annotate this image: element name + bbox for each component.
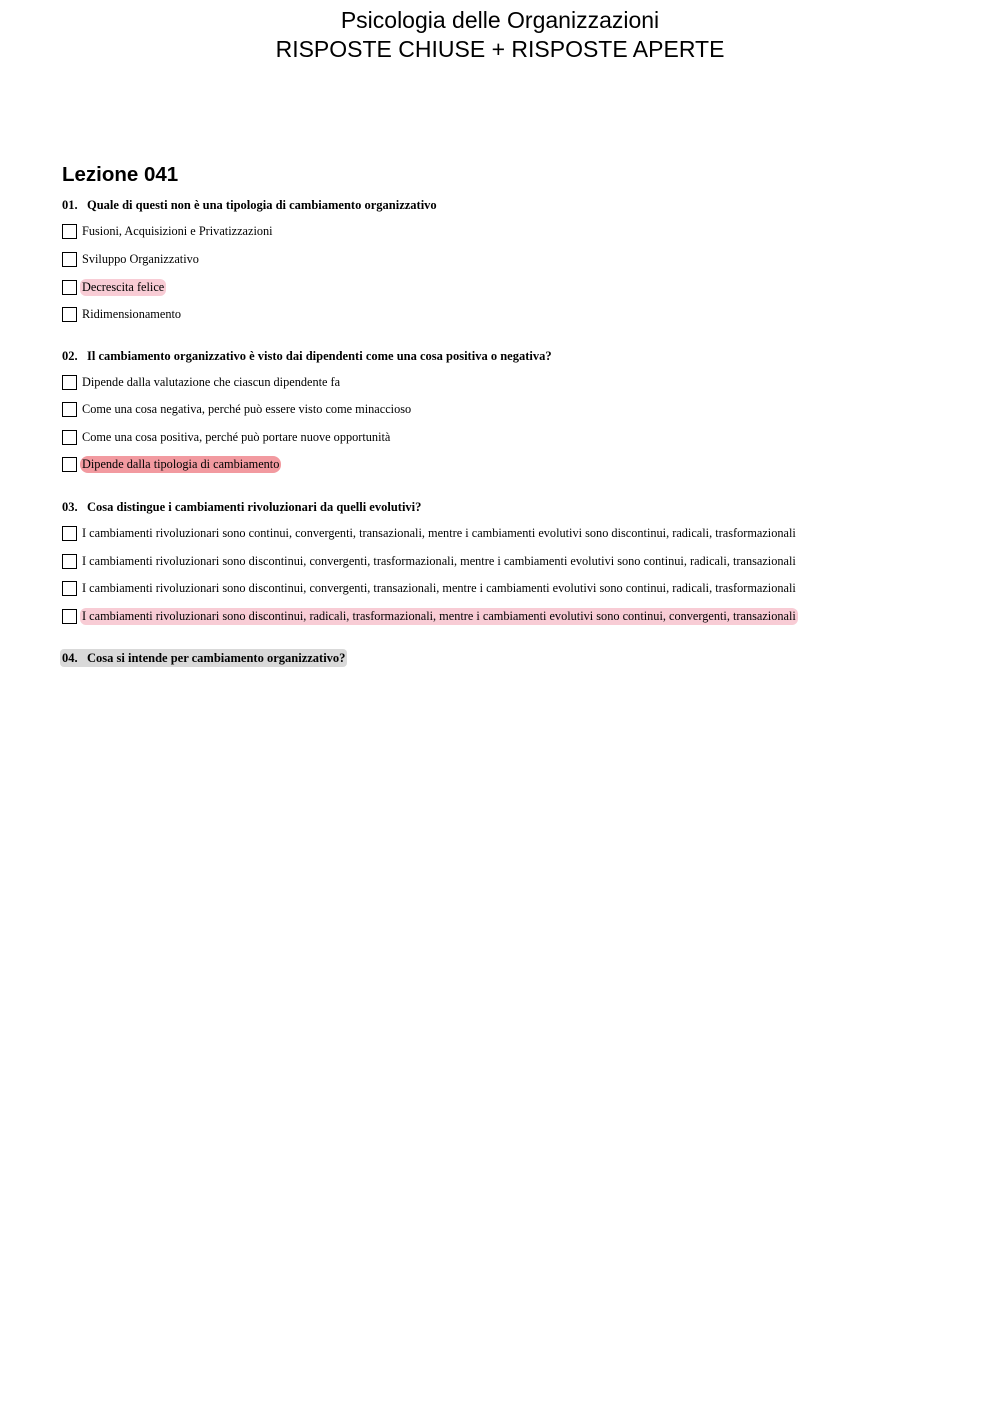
option-label: Dipende dalla valutazione che ciascun dipendente fa (82, 375, 341, 389)
checkbox[interactable] (62, 457, 77, 472)
checkbox[interactable] (62, 609, 77, 624)
option-q02-d[interactable] (62, 456, 281, 473)
question-text: Il cambiamento organizzativo è visto dai dipendenti come una cosa positiva o negativa? (87, 349, 552, 363)
question-text: Quale di questi non è una tipologia di cambiamento organizzativo (87, 198, 437, 212)
option-q03-d[interactable] (62, 608, 798, 625)
question-03 (62, 498, 421, 516)
checkbox[interactable] (62, 307, 77, 322)
checkbox[interactable] (62, 430, 77, 445)
document-header (0, 6, 1000, 64)
question-04-open (60, 649, 347, 667)
option-label-highlighted: Decrescita felice (82, 280, 165, 294)
option-q03-c[interactable] (62, 580, 798, 597)
checkbox[interactable] (62, 581, 77, 596)
option-q01-c[interactable] (62, 279, 166, 296)
checkbox[interactable] (62, 224, 77, 239)
question-number: 04. (62, 651, 78, 665)
question-text: Cosa si intende per cambiamento organizzativo? (87, 651, 346, 665)
option-q01-d[interactable] (62, 306, 183, 323)
question-01 (62, 196, 437, 214)
option-q02-a[interactable] (62, 374, 342, 391)
option-label: Come una cosa negativa, perché può essere visto come minaccioso (82, 402, 412, 416)
option-label-highlighted: I cambiamenti rivoluzionari sono discontinui, radicali, trasformazionali, mentre i cambiamenti evolutivi sono continui, convergenti, transazionali (82, 609, 796, 623)
document-subtitle: RISPOSTE CHIUSE + RISPOSTE APERTE (275, 36, 725, 62)
option-label: Come una cosa positiva, perché può portare nuove opportunità (82, 430, 391, 444)
document-title: Psicologia delle Organizzazioni (340, 7, 660, 33)
question-text: Cosa distingue i cambiamenti rivoluzionari da quelli evolutivi? (87, 500, 422, 514)
lesson-title: Lezione 041 (62, 163, 179, 186)
question-number: 02. (62, 349, 78, 363)
option-q02-c[interactable] (62, 429, 392, 446)
checkbox[interactable] (62, 375, 77, 390)
option-label: Sviluppo Organizzativo (82, 252, 199, 266)
option-label: I cambiamenti rivoluzionari sono continui, convergenti, transazionali, mentre i cambiamenti evolutivi sono discontinui, radicali, trasformazionali (82, 526, 796, 540)
option-q01-b[interactable] (62, 251, 201, 268)
option-q01-a[interactable] (62, 223, 275, 240)
option-label: I cambiamenti rivoluzionari sono discontinui, convergenti, trasformazionali, mentre i cambiamenti evolutivi sono continui, radicali, transazionali (82, 554, 796, 568)
checkbox[interactable] (62, 252, 77, 267)
option-label-highlighted: Dipende dalla tipologia di cambiamento (82, 457, 280, 471)
option-q03-b[interactable] (62, 553, 798, 570)
question-02 (62, 347, 552, 365)
checkbox[interactable] (62, 526, 77, 541)
checkbox[interactable] (62, 402, 77, 417)
question-number: 03. (62, 500, 78, 514)
option-q03-a[interactable] (62, 525, 798, 542)
option-label: Ridimensionamento (82, 307, 182, 321)
option-q02-b[interactable] (62, 401, 413, 418)
question-number: 01. (62, 198, 78, 212)
checkbox[interactable] (62, 554, 77, 569)
option-label: Fusioni, Acquisizioni e Privatizzazioni (82, 224, 273, 238)
option-label: I cambiamenti rivoluzionari sono discontinui, convergenti, transazionali, mentre i cambiamenti evolutivi sono continui, radicali, trasformazionali (82, 581, 796, 595)
checkbox[interactable] (62, 280, 77, 295)
